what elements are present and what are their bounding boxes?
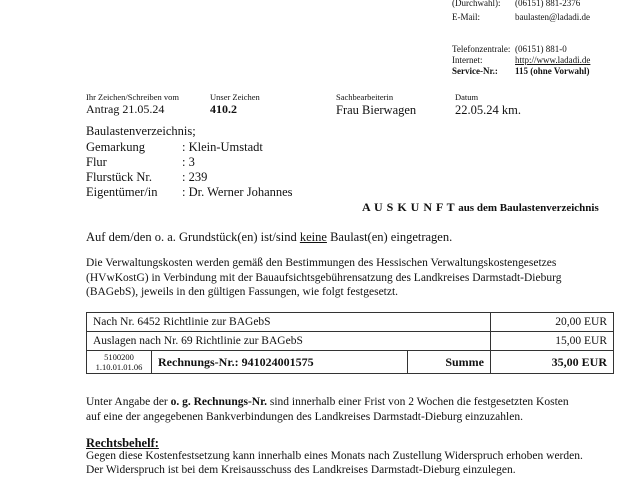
account-code-2: 1.10.01.01.06 — [95, 362, 143, 372]
register-value: : 3 — [182, 155, 195, 169]
register-row-gemarkung — [86, 140, 263, 155]
register-value: : Klein-Umstadt — [182, 140, 263, 154]
register-key: Gemarkung — [86, 140, 146, 154]
table-row — [87, 332, 614, 351]
remedy-line-1: Gegen diese Kostenfestsetzung kann innerhalb eines Monats nach Zustellung Widerspruch erhoben werden. — [86, 450, 583, 462]
invoice-number: Rechnungs-Nr.: 941024001575 — [152, 351, 408, 374]
payment-line-2: auf eine der angegebenen Bankverbindungen des Landkreises Darmstadt-Dieburg einzuzahlen. — [86, 410, 523, 423]
register-row-eigentuemer — [86, 185, 293, 200]
statement — [86, 230, 452, 245]
fees-table — [86, 312, 614, 374]
fee-desc: Nach Nr. 6452 Richtlinie zur BAGebS — [87, 313, 491, 332]
register-key: Eigentümer/in — [86, 185, 158, 199]
statement-post: Baulast(en) eingetragen. — [326, 230, 453, 244]
costs-line-1: Die Verwaltungskosten werden gemäß den Bestimmungen des Hessischen Verwaltungskostengesetzes — [86, 257, 557, 269]
table-row — [87, 313, 614, 332]
register-value: : Dr. Werner Johannes — [182, 185, 293, 199]
fee-amount: 20,00 EUR — [491, 313, 614, 332]
payment-invoice-ref: o. g. Rechnungs-Nr. — [170, 396, 268, 408]
fee-amount: 15,00 EUR — [491, 332, 614, 351]
register-title: Baulastenverzeichnis; — [86, 124, 196, 138]
statement-keine: keine — [299, 230, 327, 244]
remedy-title: Rechtsbehelf: — [86, 436, 159, 450]
fee-desc: Auslagen nach Nr. 69 Richtlinie zur BAGebS — [87, 332, 491, 351]
register-row-flurstueck — [86, 170, 207, 185]
costs-line-3: (BAGebS), jeweils in den gültigen Fassungen, wie folgt festgesetzt. — [86, 286, 399, 298]
account-code — [87, 351, 152, 374]
account-code-1: 5100200 — [104, 352, 134, 362]
contact-zentrale-label: Telefonzentrale: — [452, 44, 511, 54]
unser-zeichen-label: Unser Zeichen — [210, 92, 260, 102]
contact-service-value: 115 (ohne Vorwahl) — [515, 66, 590, 76]
contact-service-label: Service-Nr.: — [452, 66, 498, 76]
payment-line-1 — [86, 395, 569, 410]
contact-email-label: E-Mail: — [452, 12, 480, 22]
sum-amount: 35,00 EUR — [491, 351, 614, 374]
sachbearbeiterin-label: Sachbearbeiterin — [336, 92, 394, 102]
contact-zentrale-value: (06151) 881-0 — [515, 44, 567, 54]
payment-post: sind innerhalb einer Frist von 2 Wochen die festgesetzten Kosten — [267, 396, 569, 408]
remedy-line-2: Der Widerspruch ist bei dem Kreisausschuss des Landkreises Darmstadt-Dieburg einzulegen. — [86, 464, 516, 476]
document-heading — [362, 200, 599, 215]
table-row-total — [87, 351, 614, 374]
register-row-flur — [86, 155, 195, 170]
register-key: Flur — [86, 155, 107, 169]
heading-subtitle: aus dem Baulastenverzeichnis — [458, 202, 599, 214]
datum-value: 22.05.24 km. — [455, 103, 521, 117]
datum-label: Datum — [455, 92, 479, 102]
statement-pre: Auf dem/den o. a. Grundstück(en) ist/sind — [86, 230, 300, 244]
contact-durchwahl-label: (Durchwahl): — [452, 0, 501, 8]
sum-label: Summe — [408, 351, 491, 374]
ihr-zeichen-value: Antrag 21.05.24 — [86, 102, 165, 116]
contact-durchwahl-value: (06151) 881-2376 — [515, 0, 581, 8]
contact-internet-label: Internet: — [452, 55, 483, 65]
register-key: Flurstück Nr. — [86, 170, 152, 184]
heading-auskunft: A U S K U N F T — [362, 200, 456, 214]
contact-email-value[interactable]: baulasten@ladadi.de — [515, 12, 591, 22]
payment-pre: Unter Angabe der — [86, 396, 171, 408]
unser-zeichen-value: 410.2 — [210, 102, 237, 116]
register-value: : 239 — [182, 170, 208, 184]
contact-internet-link[interactable]: http://www.ladadi.de — [515, 55, 591, 65]
ihr-zeichen-label: Ihr Zeichen/Schreiben vom — [86, 92, 179, 102]
sachbearbeiterin-value: Frau Bierwagen — [336, 103, 417, 117]
costs-line-2: (HVwKostG) in Verbindung mit der Bauaufsichtsgebührensatzung des Landkreises Darmstadt-Dieburg — [86, 271, 562, 284]
